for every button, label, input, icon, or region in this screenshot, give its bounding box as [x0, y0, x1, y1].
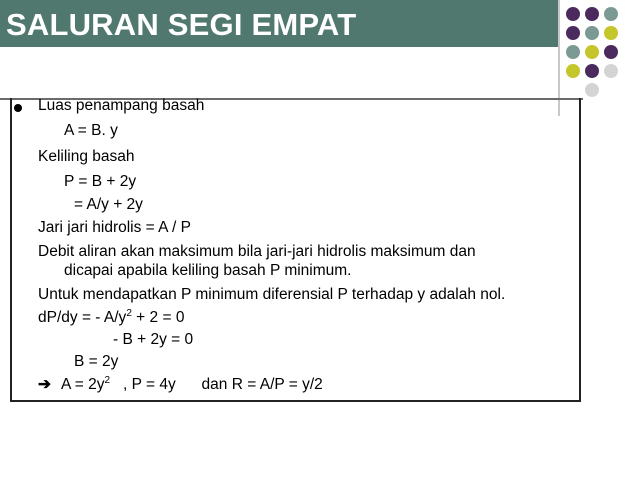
dot — [585, 26, 599, 40]
dot — [604, 64, 618, 78]
text-line-2: A = B. y — [64, 122, 118, 139]
text-line-1: Luas penampang basah — [38, 97, 205, 114]
result-a: A = 2y — [61, 376, 105, 393]
dot — [566, 26, 580, 40]
dot — [585, 83, 599, 97]
text-line-7: Debit aliran akan maksimum bila jari-jari hidrolis maksimum dan — [38, 243, 476, 260]
dot — [566, 64, 580, 78]
dot — [604, 26, 618, 40]
text-line-4: P = B + 2y — [64, 173, 137, 190]
text-line-8: dicapai apabila keliling basah P minimum. — [64, 262, 352, 279]
derivative-right: + 2 = 0 — [131, 309, 185, 326]
bullet-icon — [14, 104, 22, 112]
dot — [566, 45, 580, 59]
text-line-3: Keliling basah — [38, 148, 135, 165]
dot — [566, 7, 580, 21]
derivative-left: dP/dy = - A/y — [38, 309, 127, 326]
exponent: 2 — [126, 307, 132, 319]
decorative-dots — [566, 7, 638, 107]
slide-title: SALURAN SEGI EMPAT — [6, 7, 357, 42]
text-line-6: Jari jari hidrolis = A / P — [38, 219, 191, 236]
dot — [604, 45, 618, 59]
text-line-11: - B + 2y = 0 — [113, 331, 194, 348]
dot — [604, 7, 618, 21]
dot — [585, 64, 599, 78]
text-line-13 — [38, 376, 323, 394]
text-line-9: Untuk mendapatkan P minimum diferensial P terhadap y adalah nol. — [38, 286, 506, 303]
text-line-5: = A/y + 2y — [74, 196, 143, 213]
exponent: 2 — [104, 374, 111, 386]
dot — [585, 45, 599, 59]
result-rest: , P = 4y dan R = A/P = y/2 — [110, 376, 323, 393]
text-line-10 — [38, 309, 184, 327]
arrow-right-icon: ➔ — [38, 376, 51, 393]
text-line-12: B = 2y — [74, 353, 119, 370]
dot — [585, 7, 599, 21]
title-bar — [0, 0, 558, 47]
